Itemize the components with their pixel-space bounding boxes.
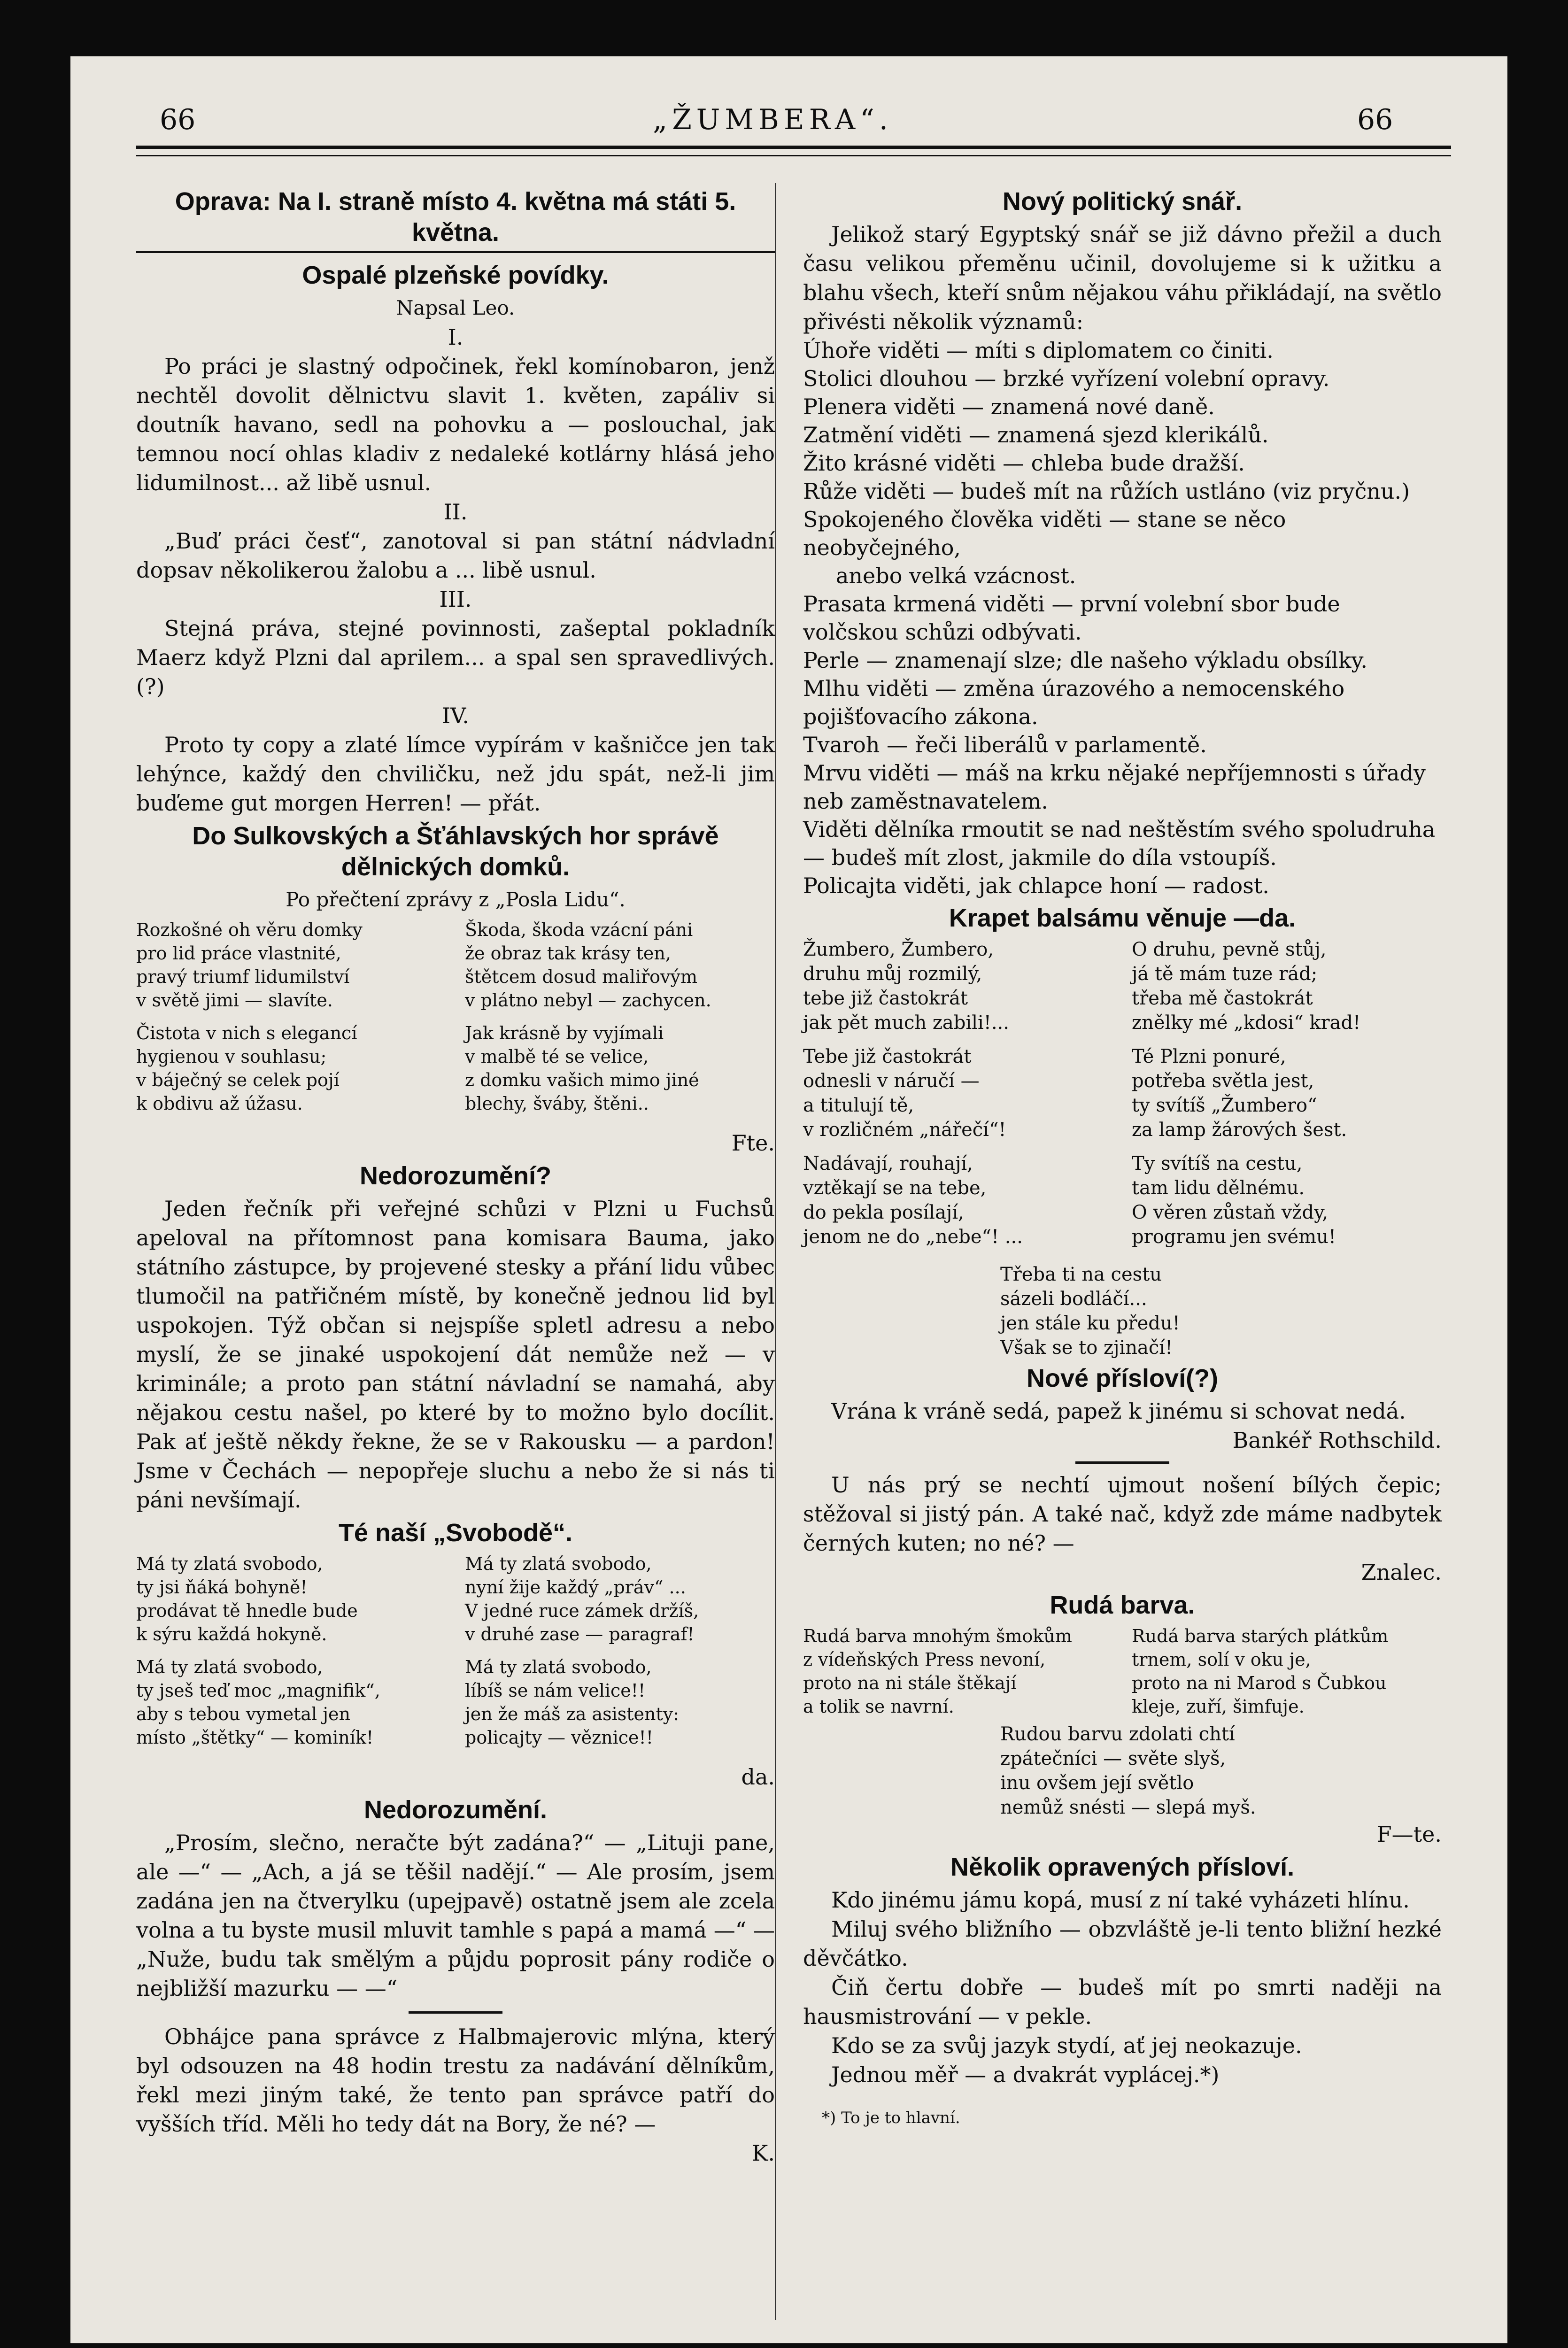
verse: ty jseš teď moc „magnifik“, <box>136 1680 380 1701</box>
verse: Rudou barvu zdolati chtí <box>1000 1723 1235 1745</box>
poem-svobode <box>136 1552 775 1759</box>
article-title-balsam: Krapet balsámu věnuje —da. <box>949 904 1296 932</box>
verse: jenom ne do „nebe“! ... <box>803 1226 1023 1248</box>
signature: Bankéř Rothschild. <box>1232 1428 1442 1453</box>
poem-column-b <box>465 1552 775 1759</box>
verse: pravý triumf lidumilství <box>136 966 350 987</box>
verse: za lamp žárových šest. <box>1132 1119 1347 1141</box>
verse: Má ty zlatá svobodo, <box>136 1553 323 1574</box>
signature: Fte. <box>731 1130 775 1156</box>
verse: policajty — věznice!! <box>465 1727 654 1748</box>
paragraph: Vrána k vráně sedá, papež k jinému si schovat nedá. <box>831 1398 1406 1424</box>
article-title-nedorozumeni-2: Nedorozumění. <box>363 1796 548 1824</box>
verse: ty svítíš „Žumbero“ <box>1132 1095 1317 1116</box>
paragraph: „Buď práci česť“, zanotoval si pan státní nádvladní dopsav několikerou žalobu a ... libě usnul. <box>136 528 775 583</box>
verse: v plátno nebyl — zachycen. <box>465 990 711 1011</box>
verse: Má ty zlatá svobodo, <box>465 1553 652 1574</box>
verse: zpátečníci — světe slyš, <box>1000 1748 1226 1769</box>
footnote: *) To je to hlavní. <box>822 2109 960 2127</box>
subtitle: Po přečtení zprávy z „Posla Lidu“. <box>286 888 626 911</box>
verse: Rudá barva mnohým šmokům <box>803 1626 1072 1646</box>
paragraph: Kdo se za svůj jazyk stydí, ať jej neokazuje. <box>831 2033 1302 2058</box>
article-title-svobode: Té naší „Svobodě“. <box>338 1519 573 1547</box>
verse: aby s tebou vymetal jen <box>136 1704 350 1724</box>
verse: odnesli v náručí — <box>803 1070 980 1092</box>
divider <box>1075 1461 1169 1464</box>
list-item: Tvaroh — řeči liberálů v parlamentě. <box>803 732 1207 757</box>
verse: a titulují tě, <box>803 1095 914 1116</box>
verse: v rozličném „nářečí“! <box>803 1119 1006 1141</box>
verse: z domku vašich mimo jiné <box>465 1070 699 1090</box>
article-title-prislovi: Nové přísloví(?) <box>1026 1364 1219 1392</box>
list-item: Mlhu viděti — změna úrazového a nemocenského pojišťovacího zákona. <box>803 676 1345 729</box>
verse: tebe již častokrát <box>803 988 968 1009</box>
verse: jen že máš za asistenty: <box>465 1704 680 1724</box>
poem-column-b <box>1132 937 1442 1259</box>
article-title-snar: Nový politický snář. <box>1002 187 1243 216</box>
verse: nemůž snésti — slepá myš. <box>1000 1797 1256 1818</box>
verse: sázeli bodláčí... <box>1000 1288 1147 1310</box>
erratum: Oprava: Na I. straně místo 4. května má státi 5. května. <box>175 187 736 247</box>
list-item: anebo velká vzácnost. <box>836 563 1076 588</box>
section-number: III. <box>439 587 472 612</box>
verse: z vídeňských Press nevoní, <box>803 1649 1046 1670</box>
verse: v báječný se celek pojí <box>136 1070 340 1090</box>
final-stanza <box>803 1722 1442 1820</box>
verse: Však se to zjinačí! <box>1000 1337 1173 1359</box>
verse: jen stále ku předu! <box>1000 1313 1180 1334</box>
section-number: II. <box>443 499 468 525</box>
author: Napsal Leo. <box>396 296 515 319</box>
signature: Znalec. <box>1361 1560 1442 1585</box>
verse: tam lidu dělnému. <box>1132 1177 1305 1199</box>
dream-list <box>803 336 1442 900</box>
verse: inu ovšem její světlo <box>1000 1772 1194 1794</box>
verse: trnem, solí v oku je, <box>1132 1649 1311 1670</box>
paragraph: Jelikož starý Egyptský snář se již dávno přežil a duch času velikou přeměnu učinil, dovolujeme si k užitku a blahu všech, kteří snům nějakou váhu přikládají, na světlo přivésti několik významů: <box>803 222 1442 334</box>
page-number-right: 66 <box>1357 103 1393 136</box>
header-rule <box>136 146 1451 149</box>
poem-balsam <box>803 937 1442 1259</box>
article-title-opravena-prislovi: Několik opravených přísloví. <box>950 1853 1295 1881</box>
stanza <box>136 1021 446 1115</box>
poem-domky <box>136 918 775 1125</box>
verse: proto na ni Marod s Čubkou <box>1132 1673 1387 1693</box>
verse: programu jen svému! <box>1132 1226 1336 1248</box>
stanza <box>465 1655 775 1749</box>
verse: Ty svítíš na cestu, <box>1132 1153 1303 1174</box>
list-item: Policajta viděti, jak chlapce honí — radost. <box>803 873 1269 898</box>
stanza <box>1132 937 1442 1035</box>
list-item: Viděti dělníka rmoutit se nad neštěstím svého spoludruha — budeš mít zlost, jakmile do díla vstoupíš. <box>803 817 1436 870</box>
verse: k obdivu až úžasu. <box>136 1093 303 1114</box>
verse: a tolik se navrní. <box>803 1696 954 1717</box>
list-item: Mrvu viděti — máš na krku nějaké nepříjemnosti s úřady neb zaměstnavatelem. <box>803 760 1426 814</box>
verse: O věren zůstaň vždy, <box>1132 1202 1329 1223</box>
verse: Třeba ti na cestu <box>1000 1264 1162 1285</box>
column-divider <box>775 183 776 2320</box>
verse: Rozkošné oh věru domky <box>136 919 363 940</box>
signature: da. <box>741 1764 775 1790</box>
poem-column-a <box>136 918 446 1125</box>
divider <box>136 251 775 253</box>
poem-column-a <box>803 937 1113 1259</box>
page-header <box>70 103 1507 174</box>
verse: Žumbero, Žumbero, <box>803 939 994 960</box>
paragraph: Kdo jinému jámu kopá, musí z ní také vyházeti hlínu. <box>831 1887 1410 1913</box>
stanza <box>465 918 775 1012</box>
list-item: Žito krásné viděti — chleba bude dražší. <box>803 450 1245 476</box>
verse: Té Plzni ponuré, <box>1132 1046 1286 1067</box>
verse: že obraz tak krásy ten, <box>465 943 671 964</box>
left-column <box>136 183 775 2168</box>
divider <box>409 2011 502 2014</box>
page-number-left: 66 <box>160 103 196 136</box>
stanza <box>465 1552 775 1646</box>
stanza <box>136 918 446 1012</box>
verse: prodávat tě hnedle bude <box>136 1600 358 1621</box>
paragraph: Miluj svého bližního — obzvláště je-li tento bližní hezké děvčátko. <box>803 1916 1442 1971</box>
verse: potřeba světla jest, <box>1132 1070 1314 1092</box>
masthead-title: „ŽUMBERA“. <box>653 103 893 136</box>
verse: hygienou v souhlasu; <box>136 1046 327 1067</box>
paragraph: „Prosím, slečno, neračte být zadána?“ — „Lituji pane, ale —“ — „Ach, a já se těšil nadějí.“ — Ale prosím, jsem zadána jen na čtverylku (upejpavě) ostatně jsem ale zcela volna a tu byste musil mluvit tamhle s papá a mamá —“ — „Nuže, budu tak smělým a půjdu poprosit pány rodiče o nejbližší mazurku — —“ <box>136 1830 775 2001</box>
verse: v malbě té se velice, <box>465 1046 649 1067</box>
verse: jak pět much zabili!... <box>803 1012 1009 1034</box>
verse: V jedné ruce zámek držíš, <box>465 1600 699 1621</box>
paragraph: Stejná práva, stejné povinnosti, zašeptal pokladník Maerz když Plzni dal aprilem... a spal sen spravedlivých. (?) <box>136 616 775 699</box>
article-title-domky: Do Sulkovských a Šťáhlavských hor správě dělnických domků. <box>192 822 719 881</box>
stanza <box>803 937 1113 1035</box>
list-item: Perle — znamenají slze; dle našeho výkladu obsílky. <box>803 648 1367 673</box>
section-number: IV. <box>442 703 469 728</box>
paragraph: U nás prý se nechtí ujmout nošení bílých čepic; stěžoval si jistý pán. A také nač, když zde máme nadbytek černých kuten; no né? — <box>803 1472 1442 1556</box>
verse: třeba mě častokrát <box>1132 988 1313 1009</box>
signature: F—te. <box>1376 1822 1442 1847</box>
verse: ty jsi ňáká bohyně! <box>136 1577 308 1598</box>
poem-column-b <box>465 918 775 1125</box>
verse: štětcem dosud maliřovým <box>465 966 698 987</box>
verse: v světě jimi — slavíte. <box>136 990 333 1011</box>
verse: v druhé zase — paragraf! <box>465 1624 695 1645</box>
verse: já tě mám tuze rád; <box>1132 963 1318 985</box>
poem-column-a <box>803 1624 1113 1718</box>
paragraph: Jeden řečník při veřejné schůzi v Plzni u Fuchsů apeloval na přítomnost pana komisara Bauma, jako státního zástupce, by projevené stesky a přání lidu vůbec tlumočil na patřičném místě, by konečně jednou lid byl uspokojen. Týž občan si nejspíše spletl adresu a nebo myslí, že se jinaké uspokojení dát nemůže než — v kriminále; a proto pan státní návladní se namahá, aby nějakou cestu našel, po které by to možno bylo docílit. Pak ať ještě někdy řekne, že se v Rakousku — a pardon! Jsme v Čechách — nepopřeje sluchu a nebo že si nás ti páni nevšímají. <box>136 1196 775 1513</box>
stanza <box>1132 1044 1442 1142</box>
verse: Má ty zlatá svobodo, <box>465 1657 652 1677</box>
article-title-ruda-barva: Rudá barva. <box>1050 1591 1195 1619</box>
verse: znělky mé „kdosi“ krad! <box>1132 1012 1361 1034</box>
verse: Škoda, škoda vzácní páni <box>465 919 693 940</box>
section-number: I. <box>448 324 463 350</box>
verse: vztěkají se na tebe, <box>803 1177 987 1199</box>
right-column <box>803 183 1442 2132</box>
paragraph: Obhájce pana správce z Halbmajerovic mlýna, který byl odsouzen na 48 hodin trestu za nadávání dělníkům, řekl mezi jiným také, že tento pan správce patří do vyšších tříd. Měli ho tedy dát na Bory, že né? — <box>136 2024 775 2137</box>
stanza <box>803 1044 1113 1142</box>
signature: K. <box>752 2140 775 2166</box>
poem-column-b <box>1132 1624 1442 1718</box>
list-item: Prasata krmená viděti — první volební sbor bude volčskou schůzi odbývati. <box>803 591 1340 645</box>
verse: k sýru každá hokyně. <box>136 1624 327 1645</box>
poem-ruda <box>803 1624 1442 1718</box>
article-title-nedorozumeni: Nedorozumění? <box>359 1162 551 1190</box>
header-rule-thin <box>136 155 1451 156</box>
final-stanza <box>803 1262 1442 1360</box>
stanza <box>803 1151 1113 1249</box>
stanza <box>465 1021 775 1115</box>
stanza <box>136 1552 446 1646</box>
list-item: Úhoře viděti — míti s diplomatem co činiti. <box>803 338 1274 363</box>
verse: kleje, zuří, šimfuje. <box>1132 1696 1305 1717</box>
verse: Nadávají, rouhají, <box>803 1153 973 1174</box>
poem-column-a <box>136 1552 446 1759</box>
paragraph: Jednou měř — a dvakrát vyplácej.*) <box>831 2062 1220 2087</box>
verse: blechy, šváby, štěni.. <box>465 1093 649 1114</box>
verse: druhu můj rozmilý, <box>803 963 982 985</box>
newspaper-page <box>70 56 1507 2343</box>
paragraph: Po práci je slastný odpočinek, řekl komínobaron, jenž nechtěl dovolit dělnictvu slavit 1. květen, zapáliv si doutník havano, sedl na pohovku a — poslouchal, jak temnou nocí ohlas kladiv z nedaleké kotlárny hlásá jeho lidumilnost... až libě usnul. <box>136 354 775 495</box>
verse: líbíš se nám velice!! <box>465 1680 646 1701</box>
verse: proto na ni stále štěkají <box>803 1673 1017 1693</box>
verse: Čistota v nich s elegancí <box>136 1023 357 1043</box>
verse: Tebe již častokrát <box>803 1046 972 1067</box>
verse: Má ty zlatá svobodo, <box>136 1657 323 1677</box>
paragraph: Proto ty copy a zlaté límce vypírám v kašničce jen tak lehýnce, každý den chviličku, než jdu spát, než-li jim buďeme gut morgen Herren! — přát. <box>136 732 775 816</box>
stanza <box>136 1655 446 1749</box>
verse: Jak krásně by vyjímali <box>465 1023 664 1043</box>
list-item: Plenera viděti — znamená nové daně. <box>803 394 1215 419</box>
verse: O druhu, pevně stůj, <box>1132 939 1327 960</box>
verse: pro lid práce vlastnité, <box>136 943 341 964</box>
list-item: Růže viděti — budeš mít na růžích ustláno (viz pryčnu.) <box>803 479 1410 504</box>
list-item: Zatmění viděti — znamená sjezd klerikálů. <box>803 422 1269 448</box>
verse: nyní žije každý „práv“ ... <box>465 1577 686 1598</box>
list-item: Spokojeného člověka viděti — stane se něco neobyčejného, <box>803 507 1286 560</box>
verse: Rudá barva starých plátkům <box>1132 1626 1389 1646</box>
verse: místo „štětky“ — kominík! <box>136 1727 374 1748</box>
verse: do pekla posílají, <box>803 1202 964 1223</box>
list-item: Stolici dlouhou — brzké vyřízení volební opravy. <box>803 366 1330 391</box>
stanza <box>1132 1151 1442 1249</box>
paragraph: Čiň čertu dobře — budeš mít po smrti naději na hausmistrování — v pekle. <box>803 1975 1442 2029</box>
article-title-ospale: Ospalé plzeňské povídky. <box>302 261 609 289</box>
